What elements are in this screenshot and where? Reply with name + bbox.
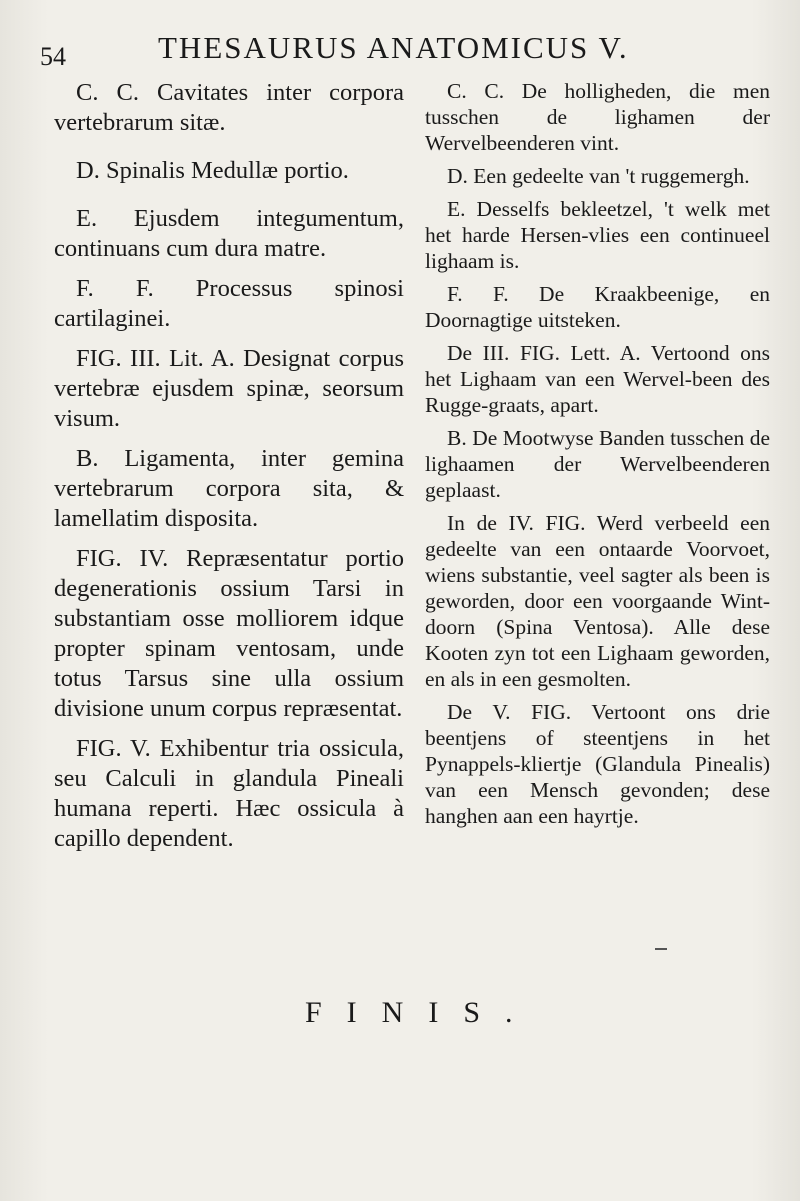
dutch-entry-fig4: In de IV. FIG. Werd verbeeld een gedeelte van een ontaarde Voorvoet, wiens substantie, veel sagter als been is geworden, door een voorgaande Wint-doorn (Spina Ventosa). Alle dese Kooten zyn tot een Lighaam geworden, en als in een gesmolten. xyxy=(425,511,770,691)
dutch-entry-ff: F. F. De Kraakbeenige, en Doornagtige uitsteken. xyxy=(425,282,770,332)
dutch-entry-d: D. Een gedeelte van 't ruggemergh. xyxy=(447,164,750,188)
dutch-entry-e: E. Desselfs bekleetzel, 't welk met het harde Hersen-vlies een continueel lighaam is. xyxy=(425,197,770,273)
dutch-entry-fig5: De V. FIG. Vertoont ons drie beentjens of steentjens in het Pynappels-kliertje (Glandula Pinealis) van een Mensch gevonden; dese hanghen aan een hayrtje. xyxy=(425,700,770,828)
latin-entry-fig4: FIG. IV. Repræsentatur portio degenerationis ossium Tarsi in substantiam osse molliorem idque propter spinam ventosam, unde totus Tarsus sine ulla ossium divisione unum corpus repræsentat. xyxy=(54,545,404,722)
dutch-entry-cc: C. C. De holligheden, die men tusschen de lighamen der Wervelbeenderen vint. xyxy=(425,79,770,155)
latin-column xyxy=(54,78,404,864)
latin-entry-fig3: FIG. III. Lit. A. Designat corpus vertebræ ejusdem spinæ, seorsum visum. xyxy=(54,345,404,432)
latin-entry-d: D. Spinalis Medullæ portio. xyxy=(76,157,349,184)
decorative-dash xyxy=(655,948,667,950)
dutch-entry-b: B. De Mootwyse Banden tusschen de lighaamen der Wervelbeenderen geplaast. xyxy=(425,426,770,502)
finis-label: FINIS. xyxy=(305,996,538,1029)
latin-entry-ff: F. F. Processus spinosi cartilaginei. xyxy=(54,275,404,332)
dutch-column xyxy=(425,78,770,836)
latin-entry-fig5: FIG. V. Exhibentur tria ossicula, seu Calculi in glandula Pineali humana reperti. Hæc ossicula à capillo dependent. xyxy=(54,735,404,852)
latin-entry-cc: C. C. Cavitates inter corpora vertebrarum sitæ. xyxy=(54,79,404,136)
dutch-entry-fig3: De III. FIG. Lett. A. Vertoond ons het Lighaam van een Wervel-been des Rugge-graats, apart. xyxy=(425,341,770,417)
latin-entry-e: E. Ejusdem integumentum, continuans cum dura matre. xyxy=(54,205,404,262)
page-number: 54 xyxy=(40,42,66,71)
latin-entry-b: B. Ligamenta, inter gemina vertebrarum corpora sita, & lamellatim disposita. xyxy=(54,445,404,532)
running-title: THESAURUS ANATOMICUS V. xyxy=(158,30,629,65)
